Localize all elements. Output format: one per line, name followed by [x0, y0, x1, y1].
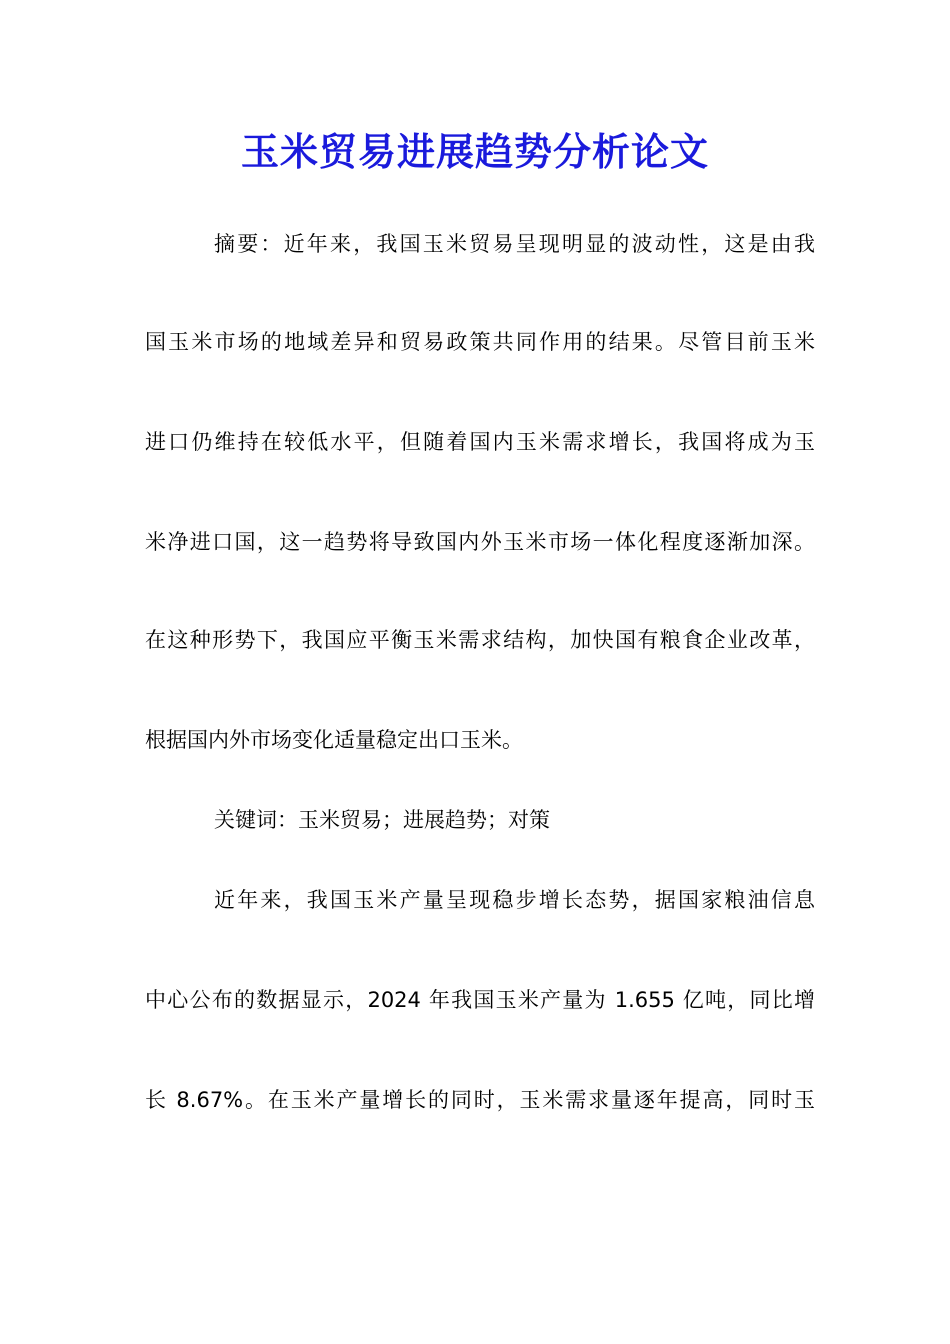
- abstract-line-2: 国玉米市场的地域差异和贸易政策共同作用的结果。尽管目前玉米: [145, 330, 815, 354]
- body-line-2: 中心公布的数据显示，2024 年我国玉米产量为 1.655 亿吨，同比增: [145, 988, 815, 1012]
- abstract-line-1: 摘要：近年来，我国玉米贸易呈现明显的波动性，这是由我: [214, 232, 815, 256]
- abstract-line-3: 进口仍维持在较低水平，但随着国内玉米需求增长，我国将成为玉: [145, 430, 815, 454]
- abstract-line-5: 在这种形势下，我国应平衡玉米需求结构，加快国有粮食企业改革，: [145, 628, 815, 652]
- body-line-1: 近年来，我国玉米产量呈现稳步增长态势，据国家粮油信息: [214, 888, 815, 912]
- abstract-line-4: 米净进口国，这一趋势将导致国内外玉米市场一体化程度逐渐加深。: [145, 530, 815, 554]
- keywords-line: 关键词：玉米贸易；进展趋势；对策: [214, 808, 550, 832]
- document-title: 玉米贸易进展趋势分析论文: [240, 129, 709, 174]
- body-line-3: 长 8.67%。在玉米产量增长的同时，玉米需求量逐年提高，同时玉: [145, 1088, 815, 1112]
- abstract-line-6: 根据国内外市场变化适量稳定出口玉米。: [145, 728, 523, 752]
